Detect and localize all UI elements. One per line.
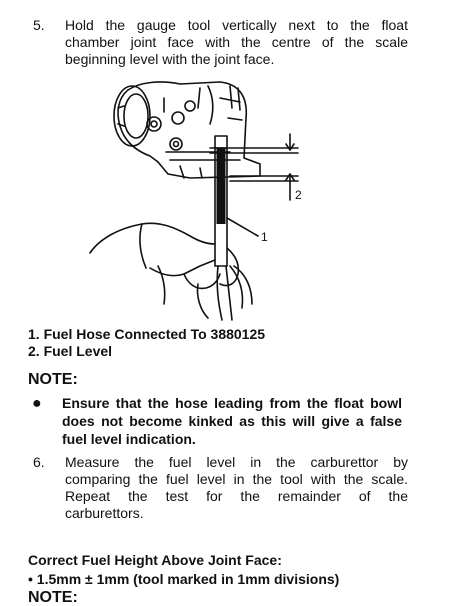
text-line: Repeat the test for the remainder of the bbox=[65, 488, 408, 504]
carburettor-gauge-illustration bbox=[80, 78, 330, 323]
caption-fuel-level: 2. Fuel Level bbox=[28, 343, 113, 359]
step-number: 5. bbox=[33, 17, 45, 33]
text-line: does not become kinked as this will give a false bbox=[62, 413, 402, 429]
text-line: Measure the fuel level in the carburettor by bbox=[65, 454, 408, 470]
text-line: fuel level indication. bbox=[62, 431, 196, 447]
next-note-heading-text: NOTE: bbox=[28, 589, 78, 606]
caption-fuel-hose: 1. Fuel Hose Connected To 3880125 bbox=[28, 326, 266, 342]
text-line: Hold the gauge tool vertically next to the float bbox=[65, 17, 408, 33]
text-line: comparing the fuel level in the tool with the scale. bbox=[65, 471, 408, 487]
step-number: 6. bbox=[33, 454, 45, 470]
note-text bbox=[62, 394, 402, 448]
spec-item: • 1.5mm ± 1mm (tool marked in 1mm divisions) bbox=[28, 571, 340, 587]
text-line: carburettors. bbox=[65, 505, 144, 521]
fuel-column bbox=[217, 148, 226, 224]
callout-1: 1 bbox=[261, 230, 268, 244]
text-line: beginning level with the joint face. bbox=[65, 51, 275, 67]
bullet-icon: ● bbox=[32, 395, 42, 412]
step-text bbox=[65, 454, 408, 522]
spec-heading: Correct Fuel Height Above Joint Face: bbox=[28, 552, 282, 568]
text-line: Ensure that the hose leading from the float bowl bbox=[62, 395, 402, 411]
next-note-heading bbox=[28, 589, 78, 606]
note-heading: NOTE: bbox=[28, 371, 78, 388]
callout-2: 2 bbox=[295, 188, 302, 202]
step-text bbox=[65, 17, 408, 68]
text-line: chamber joint face with the centre of the scale bbox=[65, 34, 408, 50]
